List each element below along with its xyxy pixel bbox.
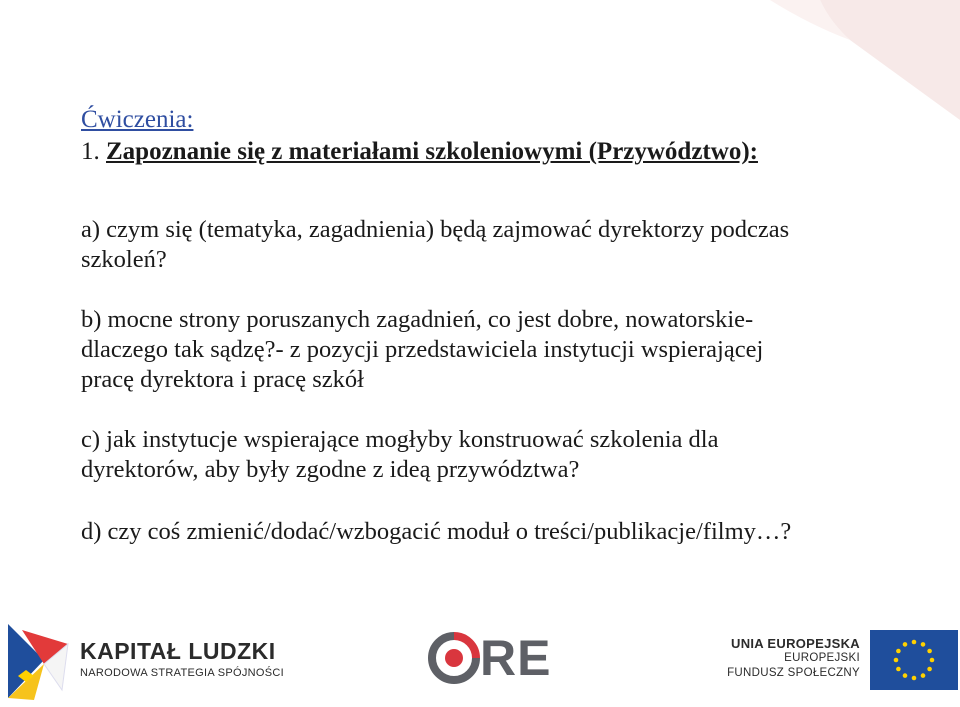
eu-text	[727, 636, 860, 681]
task-number: 1.	[81, 138, 100, 165]
slide-content	[81, 104, 881, 547]
ore-logo	[428, 632, 551, 684]
question-b: b) mocne strony poruszanych zagadnień, co jest dobre, nowatorskie- dlaczego tak sądzę?- z pozycji przedstawiciela instytucji wspierającej pracę dyrektora i pracę szkół	[81, 306, 764, 393]
ore-ring-icon	[428, 632, 480, 684]
question-c: c) jak instytucje wspierające mogłyby konstruować szkolenia dla dyrektorów, aby były zgodne z ideą przywództwa?	[81, 426, 719, 483]
kapital-ludzki-logo-icon	[4, 620, 76, 702]
eu-line-2: FUNDUSZ SPOŁECZNY	[727, 667, 860, 679]
slide-title	[81, 104, 881, 136]
kapital-ludzki-subtitle: NARODOWA STRATEGIA SPÓJNOŚCI	[80, 667, 284, 679]
question-a: a) czym się (tematyka, zagadnienia) będą zajmować dyrektorzy podczas szkoleń?	[81, 216, 790, 273]
kapital-ludzki-text	[80, 638, 284, 679]
eu-line-1: EUROPEJSKI	[784, 652, 860, 664]
task-heading	[81, 136, 881, 168]
eu-flag-icon	[870, 630, 958, 690]
ore-text: RE	[480, 630, 552, 686]
exercises-title-link[interactable]: Ćwiczenia:	[81, 106, 194, 133]
question-d: d) czy coś zmienić/dodać/wzbogacić moduł o treści/publikacje/filmy…?	[81, 518, 792, 545]
footer-logos	[0, 612, 960, 707]
kapital-ludzki-title: KAPITAŁ LUDZKI	[80, 638, 276, 664]
task-title: Zapoznanie się z materiałami szkoleniowymi (Przywództwo):	[106, 138, 758, 165]
corner-decoration	[700, 0, 960, 120]
eu-title: UNIA EUROPEJSKA	[731, 636, 860, 651]
